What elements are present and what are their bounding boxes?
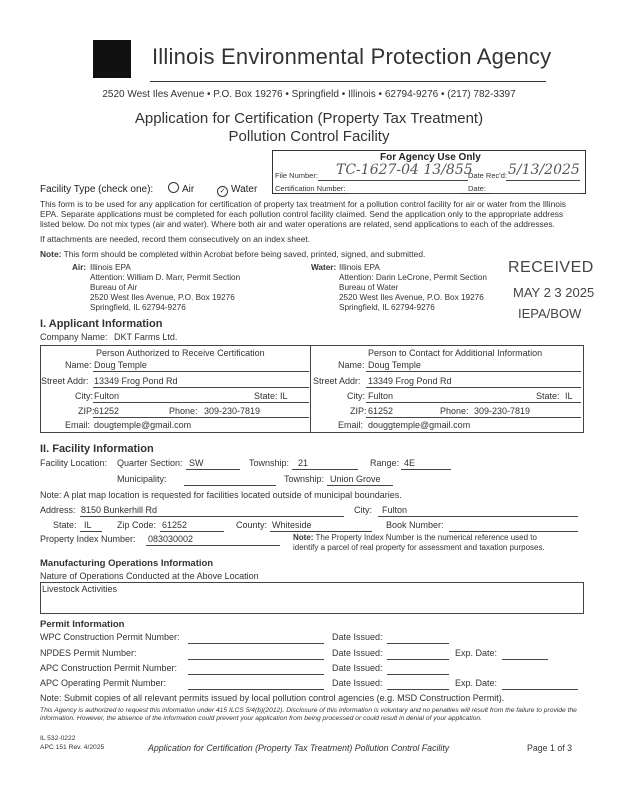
- facility-location-label: Facility Location:: [40, 458, 108, 468]
- facility-state-label: State:: [53, 520, 77, 530]
- apc-operating-label: APC Operating Permit Number:: [40, 678, 167, 688]
- address-line: [80, 516, 344, 517]
- right-state-label: State:: [536, 391, 560, 401]
- nature-label: Nature of Operations Conducted at the Above Location: [40, 571, 259, 581]
- agency-address: 2520 West Iles Avenue • P.O. Box 19276 • Springfield • Illinois • 62794-9276 • (217) 782-3397: [102, 89, 516, 100]
- date-recd-label: Date Rec'd:: [468, 171, 507, 180]
- pin-value[interactable]: 083030002: [148, 534, 194, 544]
- acrobat-note: [40, 249, 580, 259]
- county-line: [270, 531, 372, 532]
- wpc-label: WPC Construction Permit Number:: [40, 632, 180, 642]
- facility-city-line: [378, 516, 578, 517]
- cert-number-line: [350, 179, 460, 194]
- nature-box[interactable]: [40, 582, 584, 614]
- left-name-label: Name:: [65, 360, 92, 370]
- instructions-paragraph: This form is to be used for any application for certification of property tax treatment for a pollution control facility for air or water from the Illinois EPA. Separate applications must be completed for each pollution control facility claimed. Send the application only to the appropriate address listed below. Do not mix types (air and water). Where both air and water operations are related, send applications to each of the addresses.: [40, 199, 566, 229]
- manufacturing-heading: Manufacturing Operations Information: [40, 558, 214, 569]
- township-num-line: [292, 469, 358, 470]
- wpc-line: [188, 643, 324, 644]
- right-zip-line: [366, 417, 581, 418]
- npdes-date-line: [387, 659, 449, 660]
- left-phone-label: Phone:: [169, 406, 198, 416]
- left-street-line: [93, 387, 309, 388]
- npdes-date-label: Date Issued:: [332, 648, 383, 658]
- township-line: [327, 485, 393, 486]
- right-email-label: Email:: [338, 420, 364, 430]
- permit-note: Note: Submit copies of all relevant permits issued by local pollution control agencies (e.g. MSD Construction Permit).: [40, 693, 505, 703]
- form-id: IL 532-0222: [40, 735, 76, 742]
- facility-state-value[interactable]: IL: [84, 520, 92, 530]
- quarter-section-line: [186, 469, 240, 470]
- apc-operating-exp-label: Exp. Date:: [455, 678, 498, 688]
- water-address-label: Water:: [311, 263, 337, 272]
- right-city-label: City:: [347, 391, 365, 401]
- npdes-exp-label: Exp. Date:: [455, 648, 498, 658]
- date-line: [490, 179, 580, 194]
- npdes-label: NPDES Permit Number:: [40, 648, 137, 658]
- left-state-label: State:: [254, 391, 278, 401]
- apc-operating-exp-line: [502, 689, 578, 690]
- air-line-4: 2520 West Iles Avenue, P.O. Box 19276: [90, 293, 235, 302]
- quarter-section-value[interactable]: SW: [189, 458, 204, 468]
- cert-number-label: Certification Number:: [275, 184, 346, 193]
- pin-note: [293, 533, 545, 553]
- apc-operating-line: [188, 689, 324, 690]
- iepa-logo: [93, 40, 131, 78]
- right-city-line: [366, 402, 581, 403]
- left-city-value[interactable]: Fulton: [94, 391, 120, 401]
- water-line-3: Bureau of Water: [339, 283, 399, 292]
- date-label: Date:: [468, 184, 486, 193]
- left-zip-label: ZIP:: [78, 406, 95, 416]
- township-value[interactable]: Union Grove: [330, 474, 381, 484]
- npdes-exp-line: [502, 659, 548, 660]
- facility-city-value[interactable]: Fulton: [382, 505, 408, 515]
- right-state-value[interactable]: IL: [565, 391, 573, 401]
- right-phone-label: Phone:: [440, 406, 469, 416]
- wpc-date-label: Date Issued:: [332, 632, 383, 642]
- book-number-label: Book Number:: [386, 520, 444, 530]
- right-email-value[interactable]: douggtemple@gmail.com: [368, 420, 471, 430]
- left-phone-value[interactable]: 309-230-7819: [204, 406, 261, 416]
- range-value[interactable]: 4E: [404, 458, 416, 468]
- note-text: This form should be completed within Acrobat before being saved, printed, signed, and submitted.: [63, 249, 426, 259]
- zip-code-value[interactable]: 61252: [162, 520, 188, 530]
- zip-code-line: [160, 531, 224, 532]
- range-label: Range:: [370, 458, 400, 468]
- company-name-value[interactable]: DKT Farms Ltd.: [114, 332, 178, 342]
- pin-note-line1: The Property Index Number is the numerical reference used to: [313, 533, 537, 542]
- left-name-line: [93, 371, 309, 372]
- right-zip-value[interactable]: 61252: [368, 406, 394, 416]
- applicant-heading: I. Applicant Information: [40, 318, 163, 330]
- water-line-5: Springfield, IL 62794-9276: [339, 303, 435, 312]
- water-label: Water: [231, 184, 258, 195]
- company-name-label: Company Name:: [40, 332, 108, 342]
- right-street-value[interactable]: 13349 Frog Pond Rd: [368, 376, 452, 386]
- right-name-line: [366, 371, 581, 372]
- water-line-4: 2520 West Iles Avenue, P.O. Box 19276: [339, 293, 484, 302]
- township-num-label: Township:: [249, 458, 290, 468]
- authorized-heading: Person Authorized to Receive Certification: [96, 348, 265, 358]
- note-label: Note:: [40, 249, 62, 259]
- water-line-1: Illinois EPA: [339, 263, 380, 272]
- right-street-line: [366, 387, 581, 388]
- air-address-label: Air:: [72, 263, 87, 272]
- contact-heading: Person to Contact for Additional Information: [368, 348, 543, 358]
- file-number-value[interactable]: TC-1627-04 13/855: [336, 162, 473, 178]
- form-title-line1: Application for Certification (Property Tax Treatment): [134, 110, 484, 127]
- municipality-line: [184, 485, 276, 486]
- apc-construction-date-label: Date Issued:: [332, 663, 383, 673]
- right-zip-label: ZIP:: [350, 406, 367, 416]
- quarter-section-label: Quarter Section:: [117, 458, 183, 468]
- water-radio[interactable]: ✓: [217, 186, 228, 197]
- air-radio[interactable]: [168, 182, 179, 193]
- date-recd-value[interactable]: 5/13/2025: [508, 162, 580, 178]
- apc-construction-label: APC Construction Permit Number:: [40, 663, 178, 673]
- received-date: MAY 2 3 2025: [513, 285, 595, 300]
- facility-type: [40, 182, 257, 197]
- air-line-2: Attention: William D. Marr, Permit Section: [90, 273, 241, 282]
- received-office: IEPA/BOW: [518, 306, 582, 321]
- air-label: Air: [181, 184, 195, 195]
- facility-type-label: Facility Type (check one):: [40, 184, 154, 195]
- facility-state-line: [80, 531, 102, 532]
- apc-operating-date-label: Date Issued:: [332, 678, 383, 688]
- facility-heading: II. Facility Information: [40, 443, 154, 455]
- facility-city-label: City:: [354, 505, 372, 515]
- township-label: Township:: [284, 474, 325, 484]
- left-street-value[interactable]: 13349 Frog Pond Rd: [94, 376, 178, 386]
- header-divider: [150, 81, 546, 82]
- pin-note-line2: identify a parcel of real property for assessment and taxation purposes.: [293, 543, 545, 552]
- left-zip-value[interactable]: 61252: [94, 406, 120, 416]
- nature-value[interactable]: Livestock Activities: [42, 584, 118, 594]
- right-phone-value[interactable]: 309-230-7819: [474, 406, 531, 416]
- left-email-value[interactable]: dougtemple@gmail.com: [94, 420, 192, 430]
- air-line-1: Illinois EPA: [90, 263, 131, 272]
- form-title: [0, 110, 618, 146]
- agency-use-heading: For Agency Use Only: [380, 152, 481, 163]
- form-title-line2: Pollution Control Facility: [228, 128, 390, 145]
- right-street-label: Street Addr:: [313, 376, 361, 386]
- left-city-label: City:: [75, 391, 93, 401]
- pin-label: Property Index Number:: [40, 534, 136, 544]
- left-name-value[interactable]: Doug Temple: [94, 360, 147, 370]
- pin-line: [146, 545, 280, 546]
- left-zip-line: [93, 417, 309, 418]
- zip-code-label: Zip Code:: [117, 520, 157, 530]
- water-line-2: Attention: Darin LeCrone, Permit Section: [339, 273, 487, 282]
- form-revision: APC 151 Rev. 4/2025: [40, 744, 105, 751]
- apc-construction-date-line: [387, 674, 449, 675]
- book-number-line: [449, 531, 578, 532]
- municipality-label: Municipality:: [117, 474, 167, 484]
- wpc-date-line: [387, 643, 449, 644]
- right-name-value[interactable]: Doug Temple: [368, 360, 421, 370]
- county-label: County:: [236, 520, 268, 530]
- address-label: Address:: [40, 505, 76, 515]
- received-stamp: RECEIVED: [508, 259, 594, 276]
- plat-note: Note: A plat map location is requested for facilities located outside of municipal boundaries.: [40, 490, 402, 500]
- npdes-line: [188, 659, 324, 660]
- right-name-label: Name:: [338, 360, 365, 370]
- air-line-3: Bureau of Air: [90, 283, 138, 292]
- right-city-value[interactable]: Fulton: [368, 391, 394, 401]
- permit-heading: Permit Information: [40, 619, 125, 630]
- left-email-label: Email:: [65, 420, 91, 430]
- air-line-5: Springfield, IL 62794-9276: [90, 303, 186, 312]
- footer-title: Application for Certification (Property Tax Treatment) Pollution Control Facility: [148, 743, 450, 753]
- page-number: Page 1 of 3: [527, 743, 572, 753]
- left-city-line: [93, 402, 309, 403]
- range-line: [401, 469, 451, 470]
- address-value[interactable]: 8150 Bunkerhill Rd: [81, 505, 158, 515]
- left-state-value[interactable]: IL: [280, 391, 288, 401]
- legal-notice: This Agency is authorized to request this information under 415 ILCS 5/4(b)(2012). Disclosure of this information is voluntary and no penalties will result from the failure to provide the information. However, the absence of the information could prevent your application from being processed or could result in denial of your application.: [40, 707, 577, 722]
- apc-construction-line: [188, 674, 324, 675]
- file-number-label: File Number:: [275, 171, 318, 180]
- attachments-note: If attachments are needed, record them consecutively on an index sheet.: [40, 234, 311, 244]
- township-num-value[interactable]: 21: [298, 458, 309, 468]
- contacts-divider: [310, 345, 311, 432]
- agency-name: Illinois Environmental Protection Agency: [152, 44, 552, 69]
- county-value[interactable]: Whiteside: [272, 520, 312, 530]
- apc-operating-date-line: [387, 689, 449, 690]
- left-street-label: Street Addr:: [41, 376, 89, 386]
- pin-note-label: Note:: [293, 533, 314, 542]
